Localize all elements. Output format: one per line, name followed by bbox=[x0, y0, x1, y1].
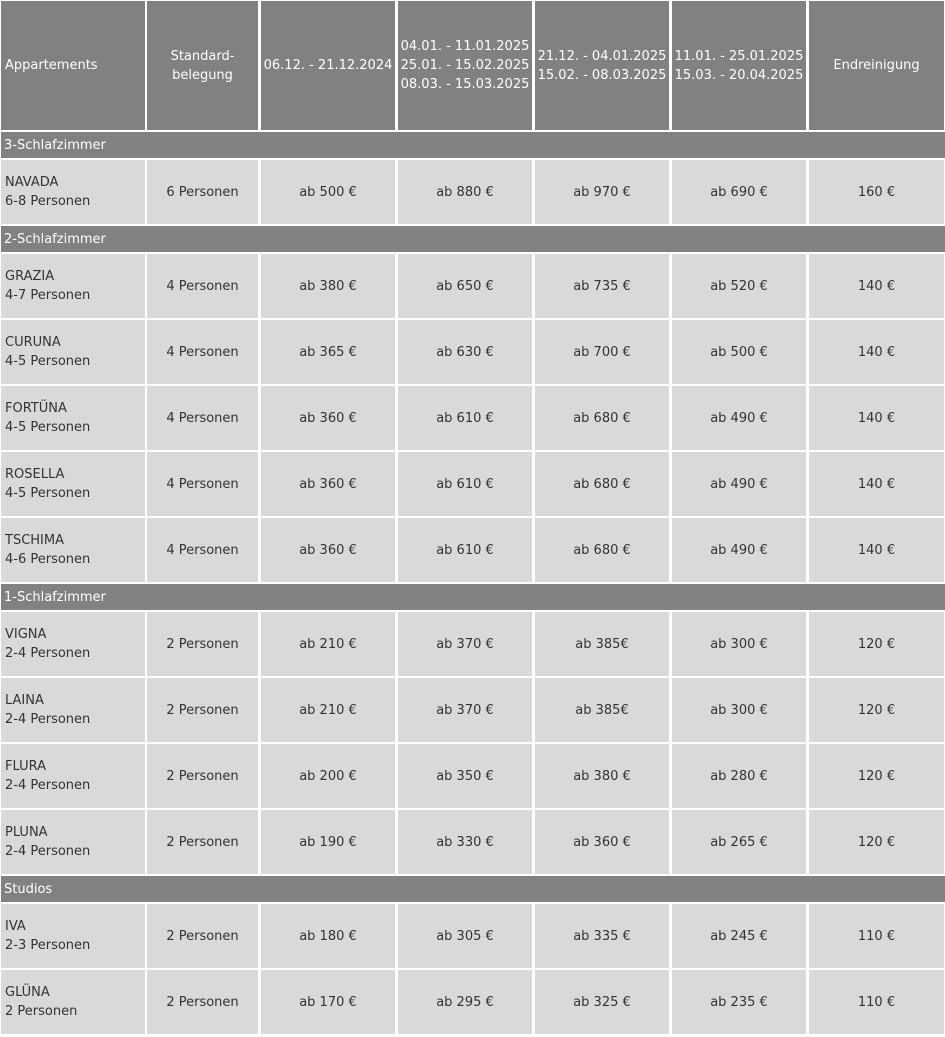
cleaning-fee-cell: 140 € bbox=[809, 254, 944, 318]
apartment-text bbox=[5, 625, 90, 663]
price-period-4-cell: ab 490 € bbox=[672, 518, 806, 582]
price-period-1-cell: ab 360 € bbox=[261, 452, 395, 516]
price-period-1-cell: ab 380 € bbox=[261, 254, 395, 318]
price-period-3-cell: ab 970 € bbox=[535, 160, 669, 224]
price-period-2-cell: ab 370 € bbox=[398, 612, 532, 676]
apartment-name: TSCHIMA bbox=[5, 533, 64, 548]
price-period-2-cell: ab 610 € bbox=[398, 386, 532, 450]
table-row bbox=[0, 678, 945, 742]
apartment-cell bbox=[1, 904, 145, 968]
apartment-text bbox=[5, 823, 90, 861]
table-row bbox=[0, 254, 945, 318]
header-line: 21.12. - 04.01.2025 bbox=[537, 48, 667, 64]
price-period-4-cell: ab 245 € bbox=[672, 904, 806, 968]
apartment-cell bbox=[1, 970, 145, 1034]
apartment-capacity: 2-4 Personen bbox=[5, 712, 91, 727]
apartment-capacity: 2-4 Personen bbox=[5, 844, 91, 859]
price-period-3-cell: ab 385€ bbox=[535, 678, 669, 742]
header-line: 04.01. - 11.01.2025 bbox=[400, 39, 530, 54]
apartment-capacity: 4-5 Personen bbox=[5, 354, 91, 369]
header-line: Standard- bbox=[170, 48, 235, 64]
cleaning-fee-cell: 140 € bbox=[809, 320, 944, 384]
table-row bbox=[0, 320, 945, 384]
apartment-capacity: 2-3 Personen bbox=[5, 938, 91, 953]
header-line: Endreinigung bbox=[833, 58, 920, 73]
price-period-3-cell: ab 380 € bbox=[535, 744, 669, 808]
cleaning-fee-cell: 110 € bbox=[809, 904, 944, 968]
header-row bbox=[0, 1, 945, 130]
price-period-4-cell: ab 300 € bbox=[672, 612, 806, 676]
apartment-cell bbox=[1, 160, 145, 224]
header-text bbox=[538, 47, 667, 85]
header-appartements bbox=[1, 1, 145, 130]
header-line: 08.03. - 15.03.2025 bbox=[400, 77, 530, 92]
header-line: 15.02. - 08.03.2025 bbox=[537, 67, 667, 83]
apartment-cell bbox=[1, 320, 145, 384]
price-period-3-cell: ab 680 € bbox=[535, 518, 669, 582]
apartment-name: FLURA bbox=[5, 759, 46, 774]
apartment-capacity: 2 Personen bbox=[5, 1004, 78, 1019]
header-text bbox=[675, 47, 804, 85]
apartment-cell bbox=[1, 518, 145, 582]
price-period-4-cell: ab 520 € bbox=[672, 254, 806, 318]
apartment-cell bbox=[1, 612, 145, 676]
price-period-2-cell: ab 350 € bbox=[398, 744, 532, 808]
price-period-1-cell: ab 190 € bbox=[261, 810, 395, 874]
cleaning-fee-cell: 120 € bbox=[809, 810, 944, 874]
apartment-text bbox=[5, 917, 90, 955]
price-period-3-cell: ab 325 € bbox=[535, 970, 669, 1034]
apartment-name: GLÜNA bbox=[5, 985, 50, 1000]
apartment-name: VIGNA bbox=[5, 627, 47, 642]
price-period-2-cell: ab 295 € bbox=[398, 970, 532, 1034]
price-period-2-cell: ab 650 € bbox=[398, 254, 532, 318]
price-period-3-cell: ab 680 € bbox=[535, 452, 669, 516]
header-line: 25.01. - 15.02.2025 bbox=[400, 58, 530, 73]
standard-occupancy-cell: 2 Personen bbox=[147, 810, 258, 874]
header-endreinigung bbox=[809, 1, 944, 130]
apartment-cell bbox=[1, 254, 145, 318]
standard-occupancy-cell: 4 Personen bbox=[147, 452, 258, 516]
table-row bbox=[0, 452, 945, 516]
price-period-3-cell: ab 385€ bbox=[535, 612, 669, 676]
header-line: Appartements bbox=[5, 58, 98, 73]
section-header: Studios bbox=[1, 876, 945, 902]
price-period-2-cell: ab 880 € bbox=[398, 160, 532, 224]
standard-occupancy-cell: 4 Personen bbox=[147, 320, 258, 384]
apartment-name: ROSELLA bbox=[5, 467, 65, 482]
apartment-text bbox=[5, 173, 90, 211]
cleaning-fee-cell: 120 € bbox=[809, 744, 944, 808]
apartment-text bbox=[5, 465, 90, 503]
standard-occupancy-cell: 2 Personen bbox=[147, 904, 258, 968]
table-row bbox=[0, 744, 945, 808]
header-line: 06.12. - 21.12.2024 bbox=[263, 58, 393, 73]
header-period-1 bbox=[261, 1, 395, 130]
apartment-capacity: 2-4 Personen bbox=[5, 778, 91, 793]
price-period-1-cell: ab 180 € bbox=[261, 904, 395, 968]
apartment-capacity: 4-7 Personen bbox=[5, 288, 91, 303]
price-period-1-cell: ab 210 € bbox=[261, 678, 395, 742]
header-text bbox=[264, 56, 393, 75]
apartment-capacity: 4-6 Personen bbox=[5, 552, 91, 567]
apartment-capacity: 6-8 Personen bbox=[5, 194, 91, 209]
header-text bbox=[171, 47, 235, 85]
price-period-2-cell: ab 330 € bbox=[398, 810, 532, 874]
apartment-cell bbox=[1, 386, 145, 450]
header-text bbox=[401, 37, 530, 94]
apartment-text bbox=[5, 531, 90, 569]
apartment-name: IVA bbox=[5, 919, 26, 934]
price-period-2-cell: ab 630 € bbox=[398, 320, 532, 384]
price-period-3-cell: ab 335 € bbox=[535, 904, 669, 968]
section-header: 1-Schlafzimmer bbox=[1, 584, 945, 610]
apartment-capacity: 4-5 Personen bbox=[5, 420, 91, 435]
apartment-name: CURUNA bbox=[5, 335, 61, 350]
price-period-3-cell: ab 360 € bbox=[535, 810, 669, 874]
apartment-text bbox=[5, 399, 90, 437]
table-row bbox=[0, 970, 945, 1034]
cleaning-fee-cell: 140 € bbox=[809, 518, 944, 582]
header-text bbox=[5, 56, 98, 75]
price-period-1-cell: ab 200 € bbox=[261, 744, 395, 808]
table-row bbox=[0, 904, 945, 968]
standard-occupancy-cell: 2 Personen bbox=[147, 678, 258, 742]
apartment-name: LAINA bbox=[5, 693, 44, 708]
price-period-1-cell: ab 365 € bbox=[261, 320, 395, 384]
standard-occupancy-cell: 2 Personen bbox=[147, 612, 258, 676]
apartment-cell bbox=[1, 810, 145, 874]
price-period-1-cell: ab 210 € bbox=[261, 612, 395, 676]
standard-occupancy-cell: 4 Personen bbox=[147, 254, 258, 318]
apartment-text bbox=[5, 757, 90, 795]
apartment-cell bbox=[1, 744, 145, 808]
header-text bbox=[833, 56, 919, 75]
apartment-text bbox=[5, 983, 77, 1021]
price-period-4-cell: ab 280 € bbox=[672, 744, 806, 808]
table-row bbox=[0, 810, 945, 874]
price-period-2-cell: ab 370 € bbox=[398, 678, 532, 742]
price-period-2-cell: ab 610 € bbox=[398, 518, 532, 582]
section-header: 3-Schlafzimmer bbox=[1, 132, 945, 158]
standard-occupancy-cell: 2 Personen bbox=[147, 744, 258, 808]
header-line: 15.03. - 20.04.2025 bbox=[674, 67, 804, 83]
apartment-text bbox=[5, 333, 90, 371]
section-header: 2-Schlafzimmer bbox=[1, 226, 945, 252]
header-period-4 bbox=[672, 1, 806, 130]
cleaning-fee-cell: 140 € bbox=[809, 386, 944, 450]
header-period-2 bbox=[398, 1, 532, 130]
header-standardbelegung bbox=[147, 1, 258, 130]
apartment-cell bbox=[1, 678, 145, 742]
apartment-text bbox=[5, 267, 90, 305]
table-row bbox=[0, 160, 945, 224]
price-period-4-cell: ab 265 € bbox=[672, 810, 806, 874]
standard-occupancy-cell: 4 Personen bbox=[147, 518, 258, 582]
apartment-capacity: 2-4 Personen bbox=[5, 646, 91, 661]
header-period-3 bbox=[535, 1, 669, 130]
table-row bbox=[0, 518, 945, 582]
cleaning-fee-cell: 120 € bbox=[809, 612, 944, 676]
price-period-3-cell: ab 700 € bbox=[535, 320, 669, 384]
apartment-cell bbox=[1, 452, 145, 516]
price-period-1-cell: ab 170 € bbox=[261, 970, 395, 1034]
price-period-2-cell: ab 610 € bbox=[398, 452, 532, 516]
apartment-name: FORTÜNA bbox=[5, 401, 67, 416]
table-row bbox=[0, 386, 945, 450]
price-period-3-cell: ab 735 € bbox=[535, 254, 669, 318]
price-period-4-cell: ab 490 € bbox=[672, 386, 806, 450]
header-line: belegung bbox=[172, 67, 233, 83]
price-period-3-cell: ab 680 € bbox=[535, 386, 669, 450]
cleaning-fee-cell: 110 € bbox=[809, 970, 944, 1034]
table-row bbox=[0, 612, 945, 676]
apartment-name: PLUNA bbox=[5, 825, 48, 840]
standard-occupancy-cell: 2 Personen bbox=[147, 970, 258, 1034]
apartment-name: GRAZIA bbox=[5, 269, 55, 284]
cleaning-fee-cell: 160 € bbox=[809, 160, 944, 224]
price-period-1-cell: ab 500 € bbox=[261, 160, 395, 224]
price-period-4-cell: ab 300 € bbox=[672, 678, 806, 742]
standard-occupancy-cell: 4 Personen bbox=[147, 386, 258, 450]
apartment-name: NAVADA bbox=[5, 175, 59, 190]
header-line: 11.01. - 25.01.2025 bbox=[674, 48, 804, 64]
apartment-text bbox=[5, 691, 90, 729]
price-period-1-cell: ab 360 € bbox=[261, 518, 395, 582]
standard-occupancy-cell: 6 Personen bbox=[147, 160, 258, 224]
cleaning-fee-cell: 140 € bbox=[809, 452, 944, 516]
price-period-4-cell: ab 500 € bbox=[672, 320, 806, 384]
price-period-2-cell: ab 305 € bbox=[398, 904, 532, 968]
apartment-capacity: 4-5 Personen bbox=[5, 486, 91, 501]
cleaning-fee-cell: 120 € bbox=[809, 678, 944, 742]
price-period-4-cell: ab 235 € bbox=[672, 970, 806, 1034]
price-period-4-cell: ab 490 € bbox=[672, 452, 806, 516]
price-period-1-cell: ab 360 € bbox=[261, 386, 395, 450]
price-period-4-cell: ab 690 € bbox=[672, 160, 806, 224]
